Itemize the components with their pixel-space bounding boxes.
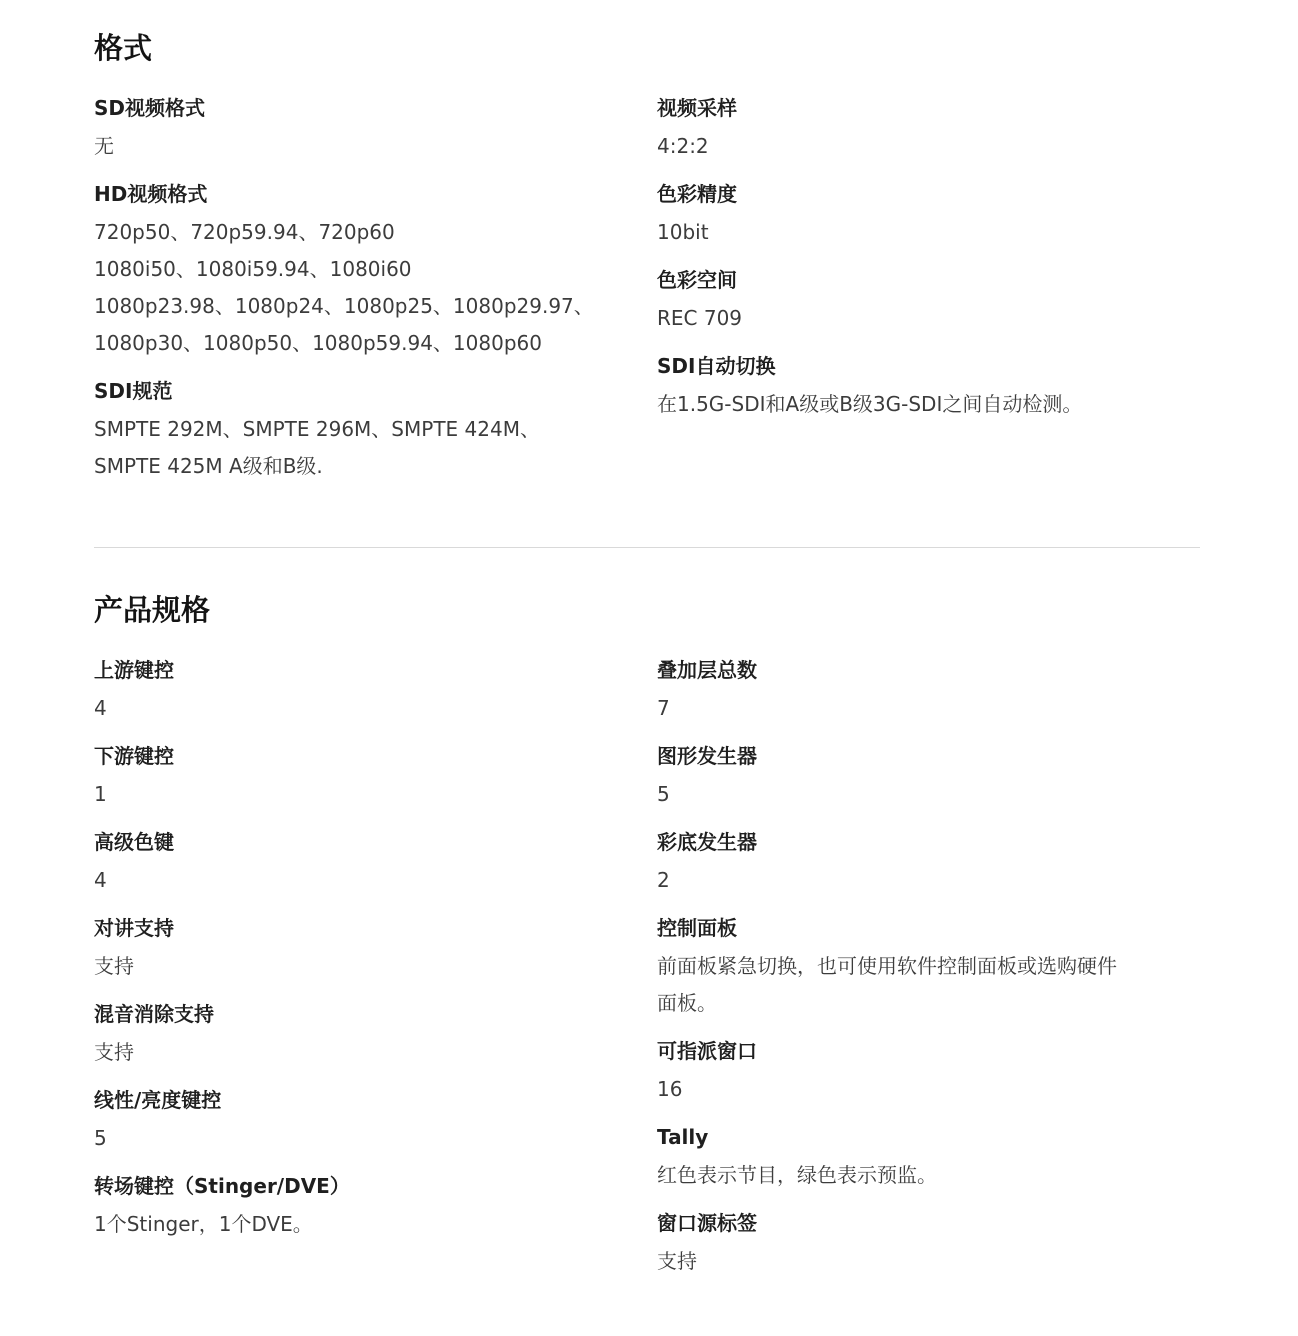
spec-value-line: 支持 — [94, 954, 134, 978]
spec-value-line: 16 — [657, 1077, 683, 1101]
spec-item — [657, 94, 1197, 165]
spec-value-line: 无 — [94, 134, 114, 158]
spec-value — [657, 862, 1197, 899]
spec-value-line: SMPTE 292M、SMPTE 296M、SMPTE 424M、 — [94, 417, 540, 441]
spec-item — [94, 656, 634, 727]
spec-value-line: 4 — [94, 696, 107, 720]
spec-value — [94, 1206, 634, 1243]
spec-value — [94, 128, 634, 165]
spec-label: HD视频格式 — [94, 182, 208, 206]
spec-label: 对讲支持 — [94, 916, 174, 940]
spec-item — [657, 1037, 1197, 1108]
spec-label: SDI自动切换 — [657, 354, 776, 378]
spec-value — [657, 386, 1197, 423]
spec-item — [94, 1086, 634, 1157]
spec-value-line: 在1.5G-SDI和A级或B级3G-SDI之间自动检测。 — [657, 392, 1083, 416]
spec-label: 线性/亮度键控 — [94, 1088, 222, 1112]
spec-value-line: 1个Stinger，1个DVE。 — [94, 1212, 313, 1236]
spec-item — [94, 1000, 634, 1071]
spec-item — [94, 180, 634, 362]
spec-value — [94, 214, 634, 362]
spec-value — [657, 1243, 1197, 1280]
spec-item — [657, 828, 1197, 899]
spec-value — [657, 776, 1197, 813]
spec-label: Tally — [657, 1125, 709, 1149]
spec-value-line: SMPTE 425M A级和B级. — [94, 454, 323, 478]
spec-value — [657, 214, 1197, 251]
spec-item — [657, 1123, 1197, 1194]
spec-label: 控制面板 — [657, 916, 737, 940]
spec-value-line: 4:2:2 — [657, 134, 709, 158]
spec-label: 高级色键 — [94, 830, 174, 854]
spec-label: 转场键控（Stinger/DVE） — [94, 1174, 350, 1198]
spec-item — [94, 1172, 634, 1243]
spec-label: SD视频格式 — [94, 96, 206, 120]
spec-value — [94, 948, 634, 985]
spec-value-line: 前面板紧急切换，也可使用软件控制面板或选购硬件 — [657, 954, 1117, 978]
spec-value — [657, 948, 1197, 1022]
spec-value — [657, 300, 1197, 337]
spec-value-line: 5 — [657, 782, 670, 806]
spec-value-line: 1 — [94, 782, 107, 806]
spec-value-line: 2 — [657, 868, 670, 892]
spec-label: SDI规范 — [94, 379, 173, 403]
spec-item — [657, 742, 1197, 813]
spec-value-line: 5 — [94, 1126, 107, 1150]
spec-label: 下游键控 — [94, 744, 174, 768]
spec-value-line: 4 — [94, 868, 107, 892]
spec-value-line: 支持 — [657, 1249, 697, 1273]
spec-label: 窗口源标签 — [657, 1211, 757, 1235]
spec-value — [657, 1071, 1197, 1108]
spec-item — [94, 828, 634, 899]
formats-left-column — [94, 94, 634, 500]
section-divider — [94, 547, 1200, 548]
spec-value-line: 支持 — [94, 1040, 134, 1064]
spec-item — [657, 914, 1197, 1022]
spec-label: 上游键控 — [94, 658, 174, 682]
spec-value-line: 面板。 — [657, 991, 717, 1015]
spec-label: 叠加层总数 — [657, 658, 757, 682]
specs-left-column — [94, 656, 634, 1258]
spec-item — [94, 742, 634, 813]
specs-title: 产品规格 — [94, 593, 211, 627]
spec-value — [657, 690, 1197, 727]
spec-label: 视频采样 — [657, 96, 737, 120]
spec-value-line: 720p50、720p59.94、720p60 — [94, 220, 395, 244]
formats-right-column — [657, 94, 1197, 438]
spec-value-line: 7 — [657, 696, 670, 720]
spec-value — [657, 128, 1197, 165]
spec-value — [94, 862, 634, 899]
spec-item — [94, 914, 634, 985]
spec-item — [657, 1209, 1197, 1280]
spec-value — [94, 690, 634, 727]
spec-value-line: 红色表示节目，绿色表示预监。 — [657, 1163, 937, 1187]
spec-value-line: 1080i50、1080i59.94、1080i60 — [94, 257, 412, 281]
spec-label: 彩底发生器 — [657, 830, 757, 854]
spec-value — [94, 411, 634, 485]
spec-label: 图形发生器 — [657, 744, 757, 768]
spec-value-line: 1080p30、1080p50、1080p59.94、1080p60 — [94, 331, 542, 355]
specs-right-column — [657, 656, 1197, 1295]
spec-item — [657, 352, 1197, 423]
spec-value — [94, 1120, 634, 1157]
spec-item — [657, 180, 1197, 251]
spec-label: 色彩空间 — [657, 268, 737, 292]
spec-value-line: REC 709 — [657, 306, 743, 330]
spec-item — [657, 266, 1197, 337]
spec-item — [94, 94, 634, 165]
spec-item — [94, 377, 634, 485]
formats-title: 格式 — [94, 31, 153, 65]
spec-item — [657, 656, 1197, 727]
spec-label: 混音消除支持 — [94, 1002, 214, 1026]
spec-value — [94, 776, 634, 813]
spec-value-line: 10bit — [657, 220, 709, 244]
spec-value-line: 1080p23.98、1080p24、1080p25、1080p29.97、 — [94, 294, 594, 318]
spec-label: 色彩精度 — [657, 182, 737, 206]
spec-value — [657, 1157, 1197, 1194]
spec-label: 可指派窗口 — [657, 1039, 757, 1063]
spec-value — [94, 1034, 634, 1071]
